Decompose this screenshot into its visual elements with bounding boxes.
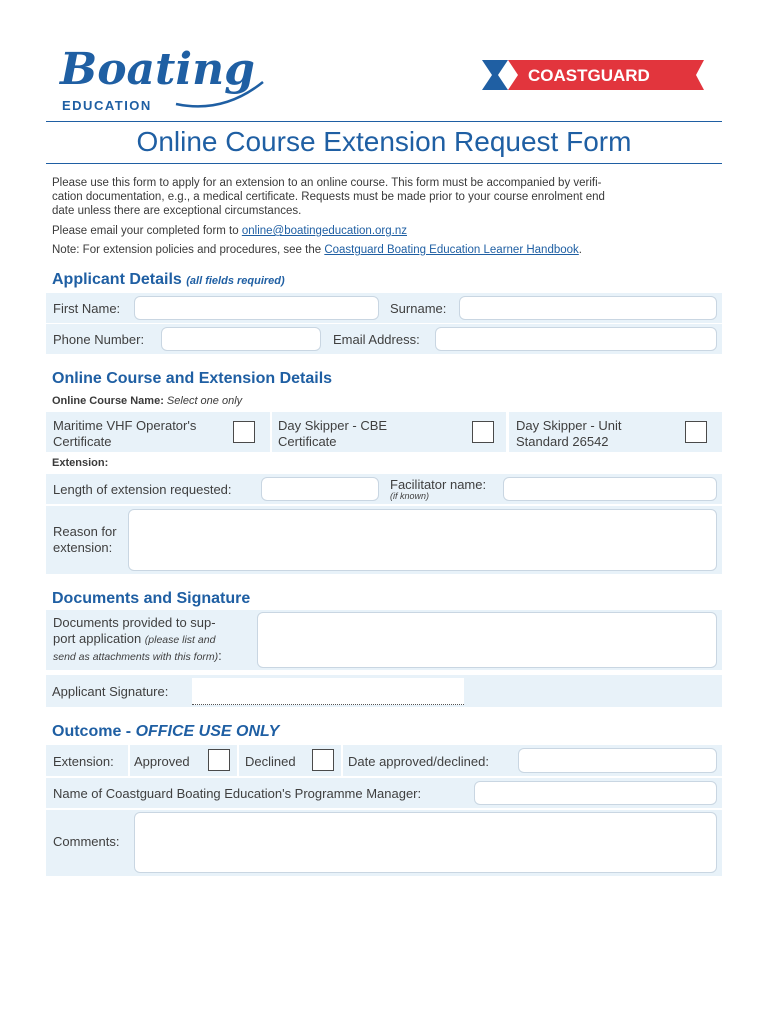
email-address-field[interactable]: [435, 327, 717, 351]
documents-label-line2-text: port application: [53, 631, 145, 646]
documents-label-colon: :: [218, 648, 222, 663]
handbook-note-end: .: [578, 244, 582, 256]
comments-label: Comments:: [53, 834, 120, 849]
date-decided-label: Date approved/declined:: [348, 754, 489, 769]
facilitator-name-field[interactable]: [503, 477, 717, 501]
extension-length-label: Length of extension requested:: [53, 482, 232, 497]
title-bottom-rule: [46, 163, 722, 164]
email-instruction-text: Please email your completed form to: [52, 225, 242, 237]
extension-reason-line1: Reason for: [53, 524, 117, 539]
coastguard-logo-text: COASTGUARD: [528, 66, 650, 85]
outcome-extension-label: Extension:: [53, 754, 114, 769]
course-option-vhf-checkbox[interactable]: [233, 421, 255, 443]
outcome-heading-office: OFFICE USE ONLY: [135, 723, 280, 740]
approved-checkbox[interactable]: [208, 749, 230, 771]
signature-field[interactable]: [192, 678, 464, 705]
course-name-instruction: [52, 395, 242, 407]
course-details-heading: Online Course and Extension Details: [52, 370, 333, 387]
intro-line-3: date unless there are exceptional circumstances.: [52, 205, 302, 217]
documents-label-line2: [53, 631, 222, 648]
programme-manager-field[interactable]: [474, 781, 717, 805]
coastguard-logo: [482, 60, 708, 90]
course-option-cbe-line2: Certificate: [278, 434, 337, 449]
phone-number-field[interactable]: [161, 327, 321, 351]
documents-heading: Documents and Signature: [52, 590, 251, 607]
course-option-cbe-label: [278, 418, 387, 450]
course-option-unit-line2: Standard 26542: [516, 434, 609, 449]
extension-reason-label: [53, 524, 117, 556]
boating-logo-subtext: EDUCATION: [62, 98, 152, 113]
boating-logo-graphic: [58, 42, 268, 116]
course-option-unit-label: [516, 418, 621, 450]
applicant-heading-note: (all fields required): [186, 275, 285, 287]
course-option-unit-checkbox[interactable]: [685, 421, 707, 443]
documents-field[interactable]: [257, 612, 717, 668]
outcome-heading-text: Outcome -: [52, 723, 136, 740]
comments-field[interactable]: [134, 812, 717, 873]
boating-logo-text: Boating: [60, 44, 255, 95]
page-title: Online Course Extension Request Form: [136, 126, 632, 157]
course-name-hint: Select one only: [166, 395, 243, 407]
handbook-note-text: Note: For extension policies and procedures, see the: [52, 244, 325, 256]
course-option-cbe-line1: Day Skipper - CBE: [278, 418, 388, 433]
extension-reason-line2: extension:: [53, 540, 113, 555]
boating-education-logo: [58, 42, 268, 116]
applicant-heading-text: Applicant Details: [52, 271, 182, 288]
documents-label-line2-hint: (please list and: [144, 634, 216, 646]
surname-label: Surname:: [390, 301, 447, 316]
programme-manager-label: Name of Coastguard Boating Education's Programme Manager:: [53, 786, 422, 801]
documents-label-line3: [53, 648, 222, 665]
intro-line-2: cation documentation, e.g., a medical certificate. Requests must be made prior to your course enrolment end: [52, 191, 605, 203]
date-decided-field[interactable]: [518, 748, 717, 773]
documents-label-line3-hint: send as attachments with this form): [53, 651, 219, 663]
applicant-details-heading: [52, 271, 285, 289]
phone-number-label: Phone Number:: [53, 332, 145, 347]
email-address-label: Email Address:: [333, 332, 420, 347]
email-instruction: [52, 224, 407, 238]
extension-reason-field[interactable]: [128, 509, 717, 571]
intro-line-1: Please use this form to apply for an extension to an online course. This form must be accompanied by verifi-: [52, 177, 602, 189]
declined-checkbox[interactable]: [312, 749, 334, 771]
coastguard-logo-graphic: [482, 60, 708, 90]
handbook-note: [52, 243, 582, 257]
documents-label: [53, 615, 222, 665]
approved-label: Approved: [134, 754, 190, 769]
course-option-vhf-line1: Maritime VHF Operator's: [53, 418, 197, 433]
facilitator-name-hint: (if known): [390, 491, 430, 501]
documents-label-line1: Documents provided to sup-: [53, 615, 216, 630]
signature-label: Applicant Signature:: [52, 684, 169, 699]
course-option-cbe-checkbox[interactable]: [472, 421, 494, 443]
first-name-field[interactable]: [134, 296, 379, 320]
email-link[interactable]: online@boatingeducation.org.nz: [241, 225, 407, 237]
course-option-vhf-line2: Certificate: [53, 434, 112, 449]
course-option-vhf-label: [53, 418, 196, 450]
declined-label: Declined: [245, 754, 296, 769]
title-top-rule: [46, 121, 722, 122]
surname-field[interactable]: [459, 296, 717, 320]
first-name-label: First Name:: [53, 301, 121, 316]
handbook-link[interactable]: Coastguard Boating Education Learner Handbook: [324, 244, 579, 256]
extension-length-field[interactable]: [261, 477, 379, 501]
extension-label: Extension:: [52, 457, 109, 469]
coastguard-chevron-icon: [482, 60, 508, 90]
outcome-heading: [52, 723, 279, 741]
course-name-label: Online Course Name:: [52, 395, 164, 407]
course-option-unit-line1: Day Skipper - Unit: [516, 418, 622, 433]
facilitator-name-label: Facilitator name:: [390, 477, 487, 492]
